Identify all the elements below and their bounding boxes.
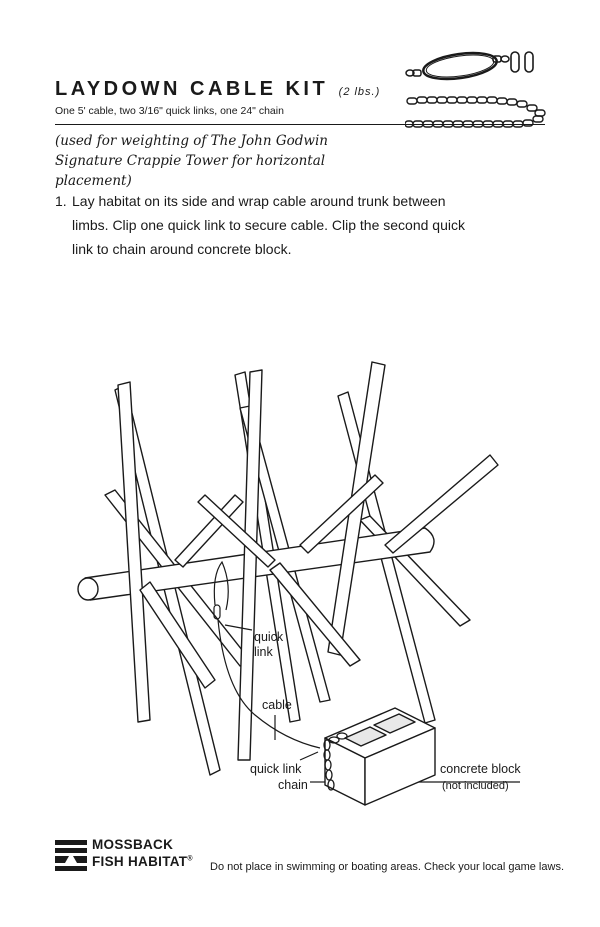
kit-contents-illustration — [405, 40, 555, 130]
step-number: 1. — [55, 193, 67, 209]
registered-mark: ® — [187, 855, 193, 863]
habitat-illustration — [0, 340, 600, 820]
instruction-step — [55, 189, 485, 261]
label-quick-link-bottom: quick link — [250, 762, 302, 776]
trunk-end — [78, 578, 98, 600]
step-text: Lay habitat on its side and wrap cable around trunk between limbs. Clip one quick link to secure cable. Clip the second quick link to chain around concrete block. — [72, 193, 465, 257]
label-concrete-block: concrete block — [440, 762, 521, 776]
fish-habitat-logo-icon — [55, 838, 87, 876]
label-concrete-block-note: (not included) — [442, 780, 509, 792]
kit-contents: One 5' cable, two 3/16" quick links, one 24" chain — [55, 105, 284, 117]
brand-name-line1: MOSSBACK — [92, 837, 174, 852]
brand-name-line2: FISH HABITAT — [92, 854, 188, 869]
header-divider — [55, 124, 545, 125]
quick-links-icon — [511, 52, 533, 72]
chain-icon — [405, 97, 545, 127]
label-quick-link-top: quick link — [254, 630, 284, 659]
leader-quick-link-bottom — [300, 752, 318, 760]
kit-title-row — [55, 78, 380, 101]
label-chain: chain — [278, 778, 308, 792]
label-cable: cable — [262, 698, 292, 712]
kit-weight: (2 lbs.) — [338, 86, 381, 98]
cable-coil-icon — [406, 49, 509, 83]
kit-title: LAYDOWN CABLE KIT — [55, 78, 329, 100]
usage-note: (used for weighting of The John Godwin Signature Crappie Tower for horizontal placement) — [55, 133, 328, 189]
footer-disclaimer: Do not place in swimming or boating areas. Check your local game laws. — [210, 861, 564, 873]
limb — [385, 455, 498, 553]
